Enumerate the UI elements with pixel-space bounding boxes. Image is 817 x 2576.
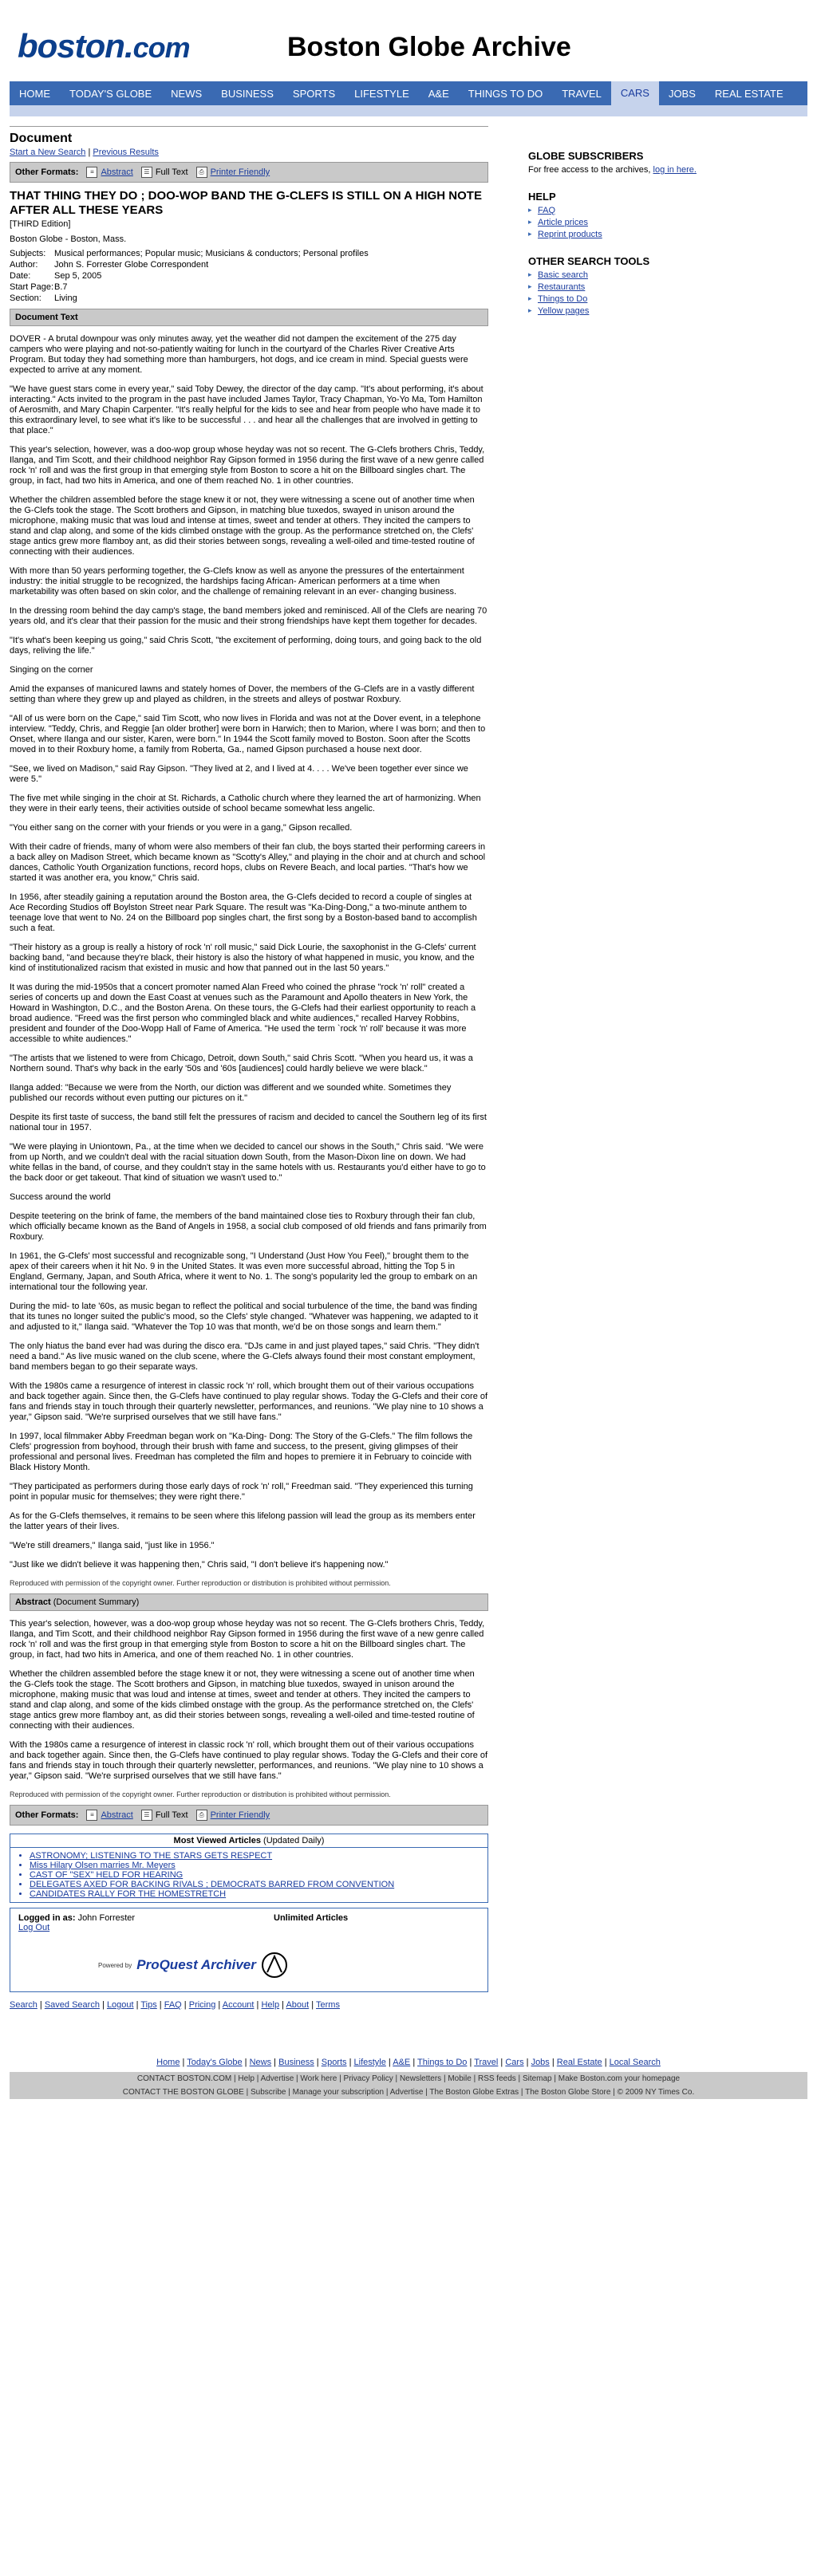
footer-link[interactable]: Advertise bbox=[389, 2088, 424, 2097]
abstract-paragraph: Whether the children assembled before the stage knew it or not, they were witnessing a scene out of another time when the G-Clefs took the stage. The Scott brothers and Gipson, in matching blue tuxedos, swayed in unison around the microphone, making music that was loud and intense at times, sweet and tender at others. They incited the campers to stand and clap along, and some of the kids climbed onstage with the group. As the performance stretched on, the Clefs' stage antics grew more flamboy ant, as did their stories between songs, revealing a well-oiled and time-tested routine of connecting with their audiences. bbox=[10, 1669, 475, 1731]
article-paragraph: DOVER - A brutal downpour was only minutes away, yet the weather did not dampen the excitement of the 275 day campers who were playing and not-so-patiently waiting for lunch in the courtyard of the Charles River Creative Arts Program. But today they had something more than hamburgers, hot dogs, and ice cream in mind. Special guests were expected to arrive at any moment. bbox=[10, 334, 468, 375]
footer-link[interactable]: RSS feeds bbox=[477, 2074, 516, 2083]
most-viewed-sub: (Updated Daily) bbox=[263, 1836, 325, 1845]
article-paragraph: The five met while singing in the choir at St. Richards, a Catholic church where they learned the art of harmonizing. When they were in their early teens, their activities outside of school became somewhat less angelic. bbox=[10, 794, 481, 813]
bottom-link[interactable]: Search bbox=[10, 2000, 37, 2010]
full-text-icon: ☰ bbox=[141, 1810, 152, 1821]
search-tools-title: OTHER SEARCH TOOLS bbox=[528, 255, 650, 267]
site-footer bbox=[0, 2058, 817, 2099]
bottom-link[interactable]: Pricing bbox=[188, 2000, 216, 2010]
proquest-emblem-icon bbox=[261, 1952, 288, 1979]
unlimited-articles: Unlimited Articles bbox=[274, 1913, 349, 1923]
meta-key: Section: bbox=[10, 293, 41, 303]
abstract-icon: ≡ bbox=[86, 1810, 97, 1821]
meta-key: Author: bbox=[10, 260, 38, 270]
most-viewed-link[interactable]: CAST OF "SEX" HELD FOR HEARING bbox=[30, 1870, 184, 1880]
subscribers-text bbox=[528, 165, 799, 175]
footer-link: CONTACT BOSTON.COM bbox=[136, 2074, 232, 2083]
footer-link[interactable]: Privacy Policy bbox=[343, 2074, 393, 2083]
search-tool-item bbox=[528, 294, 799, 304]
article-paragraph: The only hiatus the band ever had was during the disco era. "DJs came in and just played tapes," said Chris. "They didn't need a band." As live music waned on the club scene, where the G-Clefs always found their most constant employment, band members began to go their separate ways. bbox=[10, 1341, 480, 1372]
nav-item-home[interactable]: HOME bbox=[19, 87, 50, 100]
most-viewed-box bbox=[10, 1834, 488, 1903]
most-viewed-item bbox=[30, 1851, 487, 1861]
footer-link[interactable]: A&E bbox=[393, 2058, 411, 2067]
meta-key: Date: bbox=[10, 271, 31, 281]
subscribers-desc: For free access to the archives, bbox=[528, 165, 651, 175]
footer-link[interactable]: News bbox=[249, 2058, 272, 2067]
search-tool-link[interactable]: Things to Do bbox=[538, 294, 588, 304]
article-paragraph: "You either sang on the corner with your friends or you were in a gang," Gipson recalled. bbox=[10, 823, 353, 833]
article-paragraph: "It's what's been keeping us going," said Chris Scott, "the excitement of performing, doing tours, and going back to the old days, reliving the life." bbox=[10, 636, 482, 656]
article-paragraph: This year's selection, however, was a doo-wop group whose heyday was not so recent. The G-Clefs brothers Chris, Teddy, Ilanga, and Tim Scott, and their childhood neighbor Ray Gipson formed in 1956 during the first wave of a new genre called rock 'n' roll and was the first group in that emerging style from Boston to score a hit on the Billboard singles chart. The group, in fact, had two hits in America, and one of them reached No. 1 in other countries. bbox=[10, 445, 485, 486]
help-item bbox=[528, 206, 799, 215]
footer-links: Home | Today's Globe | News | Business | Sports | Lifestyle | A&E | Things to Do | Travel | Cars | Jobs | Real Estate | Local Search bbox=[156, 2058, 661, 2067]
article-paragraph: "Just like we didn't believe it was happening then," Chris said, "I don't believe it's happening now." bbox=[10, 1560, 389, 1570]
proquest-logo bbox=[98, 1952, 288, 1979]
proquest-archiver: ProQuest Archiver bbox=[136, 1957, 256, 1972]
abstract-text bbox=[10, 1619, 488, 1782]
most-viewed-item bbox=[30, 1889, 487, 1899]
meta-value: Living bbox=[54, 293, 77, 303]
footer-link[interactable]: © 2009 NY Times Co. bbox=[617, 2088, 695, 2097]
footer-link[interactable]: Advertise bbox=[260, 2074, 294, 2083]
footer-link[interactable]: Sitemap bbox=[522, 2074, 552, 2083]
copyright-notice: Reproduced with permission of the copyright owner. Further reproduction or distribution is prohibited without permission. bbox=[10, 1579, 391, 1587]
bottom-link[interactable]: Account bbox=[222, 2000, 255, 2010]
abstract-label: Abstract bbox=[15, 1597, 51, 1607]
footer-link[interactable]: Mobile bbox=[448, 2074, 472, 2083]
search-tool-item bbox=[528, 270, 799, 280]
help-link[interactable]: Reprint products bbox=[538, 230, 602, 239]
other-formats-bar bbox=[10, 162, 488, 183]
search-tools-list bbox=[528, 270, 799, 316]
printer-icon: ⎙ bbox=[196, 1810, 207, 1821]
article-paragraph: As for the G-Clefs themselves, it remains to be seen where this lifelong passion will lead the group as its members enter the latter years of their lives. bbox=[10, 1511, 476, 1531]
most-viewed-link[interactable]: DELEGATES AXED FOR BACKING RIVALS ; DEMOCRATS BARRED FROM CONVENTION bbox=[30, 1880, 395, 1889]
most-viewed-title bbox=[10, 1834, 487, 1848]
meta-value: B.7 bbox=[54, 282, 68, 292]
copyright-notice-2: Reproduced with permission of the copyright owner. Further reproduction or distribution is prohibited without permission. bbox=[10, 1790, 391, 1798]
logged-in-user: John Forrester bbox=[77, 1913, 136, 1923]
nav-item-things-to-do[interactable]: THINGS TO DO bbox=[468, 87, 543, 100]
article-paragraph: "The artists that we listened to were from Chicago, Detroit, down South," said Chris Scott. "When you heard us, it was a Northern sound. That's why back in the early '50s and '60s [audiences] could hardly believe we were black." bbox=[10, 1054, 473, 1073]
article-edition: [THIRD Edition] bbox=[10, 219, 71, 229]
nav-item-jobs[interactable]: JOBS bbox=[668, 87, 696, 100]
article-paragraph: In the dressing room behind the day camp's stage, the band members joked and reminisced. All of the Clefs are nearing 70 years old, and it's clear that their passion for the music and their strong friendships have kept them together for decades. bbox=[10, 606, 487, 626]
help-link[interactable]: FAQ bbox=[538, 206, 556, 215]
nav-item-news[interactable]: NEWS bbox=[171, 87, 203, 100]
footer-link[interactable]: Today's Globe bbox=[187, 2058, 243, 2067]
article-paragraph: During the mid- to late '60s, as music began to reflect the political and social turbulence of the time, the band was finding that its tunes no longer suited the public's mood, so the Clefs' style changed. "Whatever was happening, we adapted to it and adjusted to it," Ilanga said. "Whatever the Top 10 was that month, we'd be on those songs and learn them." bbox=[10, 1302, 479, 1332]
most-viewed-label: Most Viewed Articles bbox=[173, 1836, 261, 1845]
footer-link[interactable]: Sports bbox=[321, 2058, 347, 2067]
article-paragraph: In 1997, local filmmaker Abby Freedman began work on "Ka-Ding- Dong: The Story of the G-Clefs." The film follows the Clefs' progression from boyhood, through their brush with fame and success, to the present, giving glimpses of their professional and personal lives. Freedman has completed the film and hopes to premiere it in February to coincide with Black History Month. bbox=[10, 1432, 473, 1472]
article-paragraph: Singing on the corner bbox=[10, 665, 93, 675]
full-text-label: Full Text bbox=[155, 1810, 188, 1820]
sidebar bbox=[528, 126, 799, 2010]
login-link[interactable]: log in here. bbox=[653, 165, 697, 175]
article-paragraph: With more than 50 years performing together, the G-Clefs know as well as anyone the pressures of the entertainment industry: the initial struggle to be recognized, the hardships facing African- American performers at a time when marketability was often based on skin color, and the challenge of remaining relevant in an ever- changing business. bbox=[10, 566, 464, 597]
footer-link[interactable]: The Boston Globe Store bbox=[525, 2088, 611, 2097]
search-tool-link[interactable]: Basic search bbox=[538, 270, 588, 280]
main-column bbox=[10, 126, 488, 2010]
help-item bbox=[528, 218, 799, 227]
abstract-sub: (Document Summary) bbox=[53, 1597, 140, 1607]
article-paragraph: It was during the mid-1950s that a concert promoter named Alan Freed who coined the phrase "rock 'n' roll" created a series of concerts up and down the East Coast at venues such as the Paramount and Apollo theaters in New York, the Howard in Washington, D.C., and the Boston Arena. On these tours, the G-Clefs had their earliest opportunity to reach a broad audience. "Freed was the first person who commingled black and white audiences," recalled Harvey Robbins, president and founder of the Doo-Wopp Hall of Fame of America. "He used the term `rock 'n' roll' because it was more accessible to white audiences." bbox=[10, 983, 476, 1044]
article-paragraph: "Their history as a group is really a history of rock 'n' roll music," said Dick Lourie, the saxophonist in the G-Clefs' current backing band, "and because they're black, their history is also the history of what happened in music, you know, and the kind of institutionalized racism that existed in music and how that panned out in the last 50 years." bbox=[10, 943, 476, 973]
bottom-link[interactable]: Terms bbox=[316, 2000, 340, 2010]
article-paragraph: Despite teetering on the brink of fame, the members of the band maintained close ties to Roxbury through their fan club, which officially became known as the Band of Angels in 1958, a social club composed of old friends and fans primarily from Roxbury. bbox=[10, 1211, 487, 1242]
nav-item-a-e[interactable]: A&E bbox=[428, 87, 449, 100]
abstract-paragraph: This year's selection, however, was a doo-wop group whose heyday was not so recent. The G-Clefs brothers Chris, Teddy, Ilanga, and Tim Scott, and their childhood neighbor Ray Gipson formed in 1956 during the first wave of a new genre called rock 'n' roll and was the first group in that emerging style from Boston to score a hit on the Billboard singles chart. The group, in fact, had two hits in America, and one of them reached No. 1 in other countries. bbox=[10, 1619, 485, 1660]
article-paragraph: "See, we lived on Madison," said Ray Gipson. "They lived at 2, and I lived at 4. . . . We've been together ever since we were 5." bbox=[10, 764, 468, 784]
footer-link[interactable]: Work here bbox=[300, 2074, 337, 2083]
footer-link[interactable]: Home bbox=[156, 2058, 180, 2067]
abstract-paragraph: With the 1980s came a resurgence of interest in classic rock 'n' roll, which brought them out of their various occupations and back together again. Since then, the G-Clefs have continued to play regular shows. Today the G-Clefs and their core of fans and friends stay in touch through their quarterly newsletter, performances, and reunions. "We play nine to 10 shows a year," Gipson said. "We're surprised ourselves that we still have fans." bbox=[10, 1740, 488, 1781]
article-source: Boston Globe - Boston, Mass. bbox=[10, 234, 127, 244]
meta-key: Subjects: bbox=[10, 249, 46, 258]
other-formats-label: Other Formats: bbox=[15, 1810, 79, 1820]
article-paragraph: Amid the expanses of manicured lawns and stately homes of Dover, the members of the G-Clefs are in a vastly different setting than where they grew up and played as children, in the streets and alleys of postwar Roxbury. bbox=[10, 684, 475, 704]
article-paragraph: With the 1980s came a resurgence of interest in classic rock 'n' roll, which brought them out of their various occupations and back together again. Since then, the G-Clefs have continued to play regular shows. Today the G-Clefs and their core of fans and friends stay in touch through their quarterly newsletter, performances, and reunions. "We play nine to 10 shows a year," Gipson said. "We're surprised ourselves that we still have fans." bbox=[10, 1381, 488, 1422]
footer-link[interactable]: Newsletters bbox=[399, 2074, 442, 2083]
new-search-link[interactable]: Start a New Search bbox=[10, 148, 86, 157]
breadcrumb bbox=[10, 148, 488, 157]
abstract-link[interactable]: Abstract bbox=[101, 167, 133, 177]
article-headline: THAT THING THEY DO ; DOO-WOP BAND THE G-CLEFS IS STILL ON A HIGH NOTE AFTER ALL THESE YEARS bbox=[10, 189, 482, 217]
article-paragraph: Ilanga added: "Because we were from the North, our diction was different and we sounded white. Sometimes they published our records without even putting our pictures on it." bbox=[10, 1083, 452, 1103]
article-paragraph: With their cadre of friends, many of whom were also members of their fan club, the boys started their performing careers in a back alley on Madison Street, which became known as "Scotty's Alley," and playing in the choir and at church and school dances, Catholic Youth Organization functions, record hops, clubs on Revere Beach, and local parties. "That's how we started it was another era, you know," Chris said. bbox=[10, 842, 486, 883]
article-metadata bbox=[10, 248, 488, 304]
crumb-separator: | bbox=[88, 148, 91, 157]
bottom-link[interactable]: About bbox=[286, 2000, 310, 2010]
meta-value: John S. Forrester Globe Correspondent bbox=[54, 260, 209, 270]
site-header bbox=[0, 0, 817, 65]
bottom-link[interactable]: Tips bbox=[140, 2000, 157, 2010]
most-viewed-link[interactable]: ASTRONOMY; LISTENING TO THE STARS GETS RESPECT bbox=[30, 1851, 273, 1861]
other-formats-label: Other Formats: bbox=[15, 167, 79, 177]
bottom-link[interactable]: FAQ bbox=[164, 2000, 182, 2010]
footer-link[interactable]: The Boston Globe Extras bbox=[429, 2088, 519, 2097]
logo-dot: . bbox=[124, 27, 133, 65]
logo-text: boston bbox=[18, 27, 124, 65]
most-viewed-item bbox=[30, 1880, 487, 1889]
subscribers-title: GLOBE SUBSCRIBERS bbox=[528, 150, 644, 162]
footer-link[interactable]: Subscribe bbox=[250, 2088, 286, 2097]
article-paragraph: "We have guest stars come in every year," said Toby Dewey, the director of the day camp. "It's about performing, it's about interacting." Acts invited to the program in the past have included James Taylor, Tracy Chapman, Yo-Yo Ma, Tom Hamilton of Aerosmith, and Mary Chapin Carpenter. "It's really helpful for the kids to see and hear from people who have made it to this extraordinary level, to see what it's like to be successful . . . and hear all the challenges that are involved in getting to that place." bbox=[10, 384, 483, 435]
abstract-header bbox=[10, 1593, 488, 1611]
article-paragraph: "We're still dreamers," Ilanga said, "just like in 1956." bbox=[10, 1541, 215, 1550]
meta-key: Start Page: bbox=[10, 282, 54, 292]
nav-item-cars[interactable]: CARS bbox=[611, 81, 659, 105]
most-viewed-item bbox=[30, 1861, 487, 1870]
footer-link[interactable]: Help bbox=[238, 2074, 255, 2083]
nav-item-sports[interactable]: SPORTS bbox=[292, 87, 336, 100]
abstract-link[interactable]: Abstract bbox=[101, 1810, 133, 1820]
meta-value: Musical performances; Popular music; Musicians & conductors; Personal profiles bbox=[54, 249, 369, 258]
article-paragraph: "All of us were born on the Cape," said Tim Scott, who now lives in Florida and was not at the Dover event, in a telephone interview. "Teddy, Chris, and Reggie [an older brother] were born in Harwich; then to Marion, where I was born; and then to Onset, where Ilanga and our sister, Karen, were born." In 1944 the Scott family moved to Boston. Soon after the Scotts moved in to their Roxbury home, a family from Roberta, Ga., named Gipson purchased a house next door. bbox=[10, 714, 486, 754]
logo-com: com bbox=[132, 31, 190, 64]
archive-title: Boston Globe Archive bbox=[287, 32, 571, 62]
search-tool-item bbox=[528, 282, 799, 292]
article-paragraph: In 1961, the G-Clefs' most successful and recognizable song, "I Understand (Just How You Feel)," brought them to the apex of their careers when it hit No. 9 in the United States. It was even more successful abroad, hitting the Top 5 in England, Germany, Japan, and South Africa, where it went to No. 1. The song's popularity led the group to embark on an international tour the following year. bbox=[10, 1251, 478, 1292]
footer-link[interactable]: Manage your subscription bbox=[292, 2088, 385, 2097]
login-box bbox=[10, 1908, 488, 1992]
footer-link: CONTACT THE BOSTON GLOBE bbox=[122, 2088, 244, 2097]
nav-item-today-s-globe[interactable]: TODAY'S GLOBE bbox=[69, 87, 152, 100]
search-tool-link[interactable]: Restaurants bbox=[538, 282, 586, 292]
most-viewed-link[interactable]: Miss Hilary Olsen marries Mr. Meyers bbox=[30, 1861, 176, 1870]
most-viewed-link[interactable]: CANDIDATES RALLY FOR THE HOMESTRETCH bbox=[30, 1889, 227, 1899]
meta-value: Sep 5, 2005 bbox=[54, 271, 102, 281]
article-paragraph: "They participated as performers during those early days of rock 'n' roll," Freedman said. "They experienced this turning point in popular music for themselves; they were right there." bbox=[10, 1482, 473, 1502]
help-link[interactable]: Article prices bbox=[538, 218, 588, 227]
page-title: Document bbox=[10, 126, 488, 146]
document-text-header: Document Text bbox=[10, 309, 488, 326]
search-tool-link[interactable]: Yellow pages bbox=[538, 306, 590, 316]
logged-in-label: Logged in as: bbox=[18, 1913, 76, 1923]
boston-com-logo[interactable] bbox=[18, 27, 190, 65]
footer-link[interactable]: Lifestyle bbox=[353, 2058, 386, 2067]
full-text-icon: ☰ bbox=[141, 167, 152, 178]
previous-results-link[interactable]: Previous Results bbox=[93, 148, 159, 157]
powered-by-label: Powered by bbox=[98, 1961, 132, 1969]
bottom-links: Search | Saved Search | Logout | Tips | FAQ | Pricing | Account | Help | About | Terms bbox=[10, 2000, 340, 2010]
footer-link[interactable]: Real Estate bbox=[556, 2058, 602, 2067]
footer-link[interactable]: Travel bbox=[474, 2058, 499, 2067]
footer-link[interactable]: Jobs bbox=[531, 2058, 550, 2067]
footer-link[interactable]: Business bbox=[278, 2058, 314, 2067]
abstract-icon: ≡ bbox=[86, 167, 97, 178]
printer-friendly-link[interactable]: Printer Friendly bbox=[210, 167, 270, 177]
article-paragraph: Whether the children assembled before the stage knew it or not, they were witnessing a scene out of another time when the G-Clefs took the stage. The Scott brothers and Gipson, in matching blue tuxedos, swayed in unison around the microphone, making music that was loud and intense at times, sweet and tender at others. They incited the campers to stand and clap along, and some of the kids climbed onstage with the group. As the performance stretched on, the Clefs' stage antics grew more flamboy ant, as did their stories between songs, revealing a well-oiled and time-tested routine of connecting with their audiences. bbox=[10, 495, 475, 557]
article-paragraph: In 1956, after steadily gaining a reputation around the Boston area, the G-Clefs decided to record a couple of singles at Ace Recording Studios off Boylston Street near Park Square. The result was "Ka-Ding-Dong," a two-minute anthem to teenage love that went to No. 24 on the Billboard pop singles chart, the first song by a Boston-based band to accomplish such a feat. bbox=[10, 892, 477, 933]
bottom-link[interactable]: Saved Search bbox=[44, 2000, 100, 2010]
footer-link[interactable]: Make Boston.com your homepage bbox=[558, 2074, 681, 2083]
article-paragraph: "We were playing in Uniontown, Pa., at the time when we decided to cancel our shows in the South," Chris said. "We were from up North, and we couldn't deal with the racial situation down South, from the Mason-Dixon line on down. We had white fellas in the band, of course, and they couldn't stay in the same hotels with us. Restaurants you'd either have to go to the back door or get takeout. That kind of situation we wasn't used to." bbox=[10, 1142, 486, 1183]
footer-row-3: CONTACT THE BOSTON GLOBE | Subscribe | Manage your subscription | Advertise | The Boston Globe Extras | The Boston Globe Store | © 2009 NY Times Co. bbox=[10, 2086, 807, 2099]
search-tool-item bbox=[528, 306, 799, 316]
printer-icon: ⎙ bbox=[196, 167, 207, 178]
bottom-link[interactable]: Logout bbox=[106, 2000, 134, 2010]
footer-link[interactable]: Cars bbox=[505, 2058, 524, 2067]
nav-item-real-estate[interactable]: REAL ESTATE bbox=[714, 87, 783, 100]
nav-item-travel[interactable]: TRAVEL bbox=[562, 87, 602, 100]
article-paragraph: Success around the world bbox=[10, 1192, 111, 1202]
nav-item-business[interactable]: BUSINESS bbox=[221, 87, 274, 100]
help-title: HELP bbox=[528, 191, 556, 203]
printer-friendly-link[interactable]: Printer Friendly bbox=[210, 1810, 270, 1820]
nav-subbar bbox=[10, 105, 807, 116]
bottom-link[interactable]: Help bbox=[261, 2000, 280, 2010]
full-text-label: Full Text bbox=[155, 167, 188, 177]
article-paragraph: Despite its first taste of success, the band still felt the pressures of racism and decided to cancel the Southern leg of its first national tour in 1957. bbox=[10, 1113, 487, 1132]
nav-item-lifestyle[interactable]: LIFESTYLE bbox=[354, 87, 409, 100]
other-formats-bar-bottom bbox=[10, 1805, 488, 1826]
most-viewed-item bbox=[30, 1870, 487, 1880]
footer-row-2: CONTACT BOSTON.COM | Help | Advertise | Work here | Privacy Policy | Newsletters | Mobile | RSS feeds | Sitemap | Make Boston.com your homepage bbox=[10, 2072, 807, 2086]
main-nav bbox=[10, 81, 807, 105]
logout-link[interactable]: Log Out bbox=[18, 1923, 50, 1932]
footer-link[interactable]: Things to Do bbox=[417, 2058, 468, 2067]
footer-link[interactable]: Local Search bbox=[609, 2058, 661, 2067]
help-item bbox=[528, 230, 799, 239]
document-text bbox=[10, 334, 488, 1570]
help-list bbox=[528, 206, 799, 239]
